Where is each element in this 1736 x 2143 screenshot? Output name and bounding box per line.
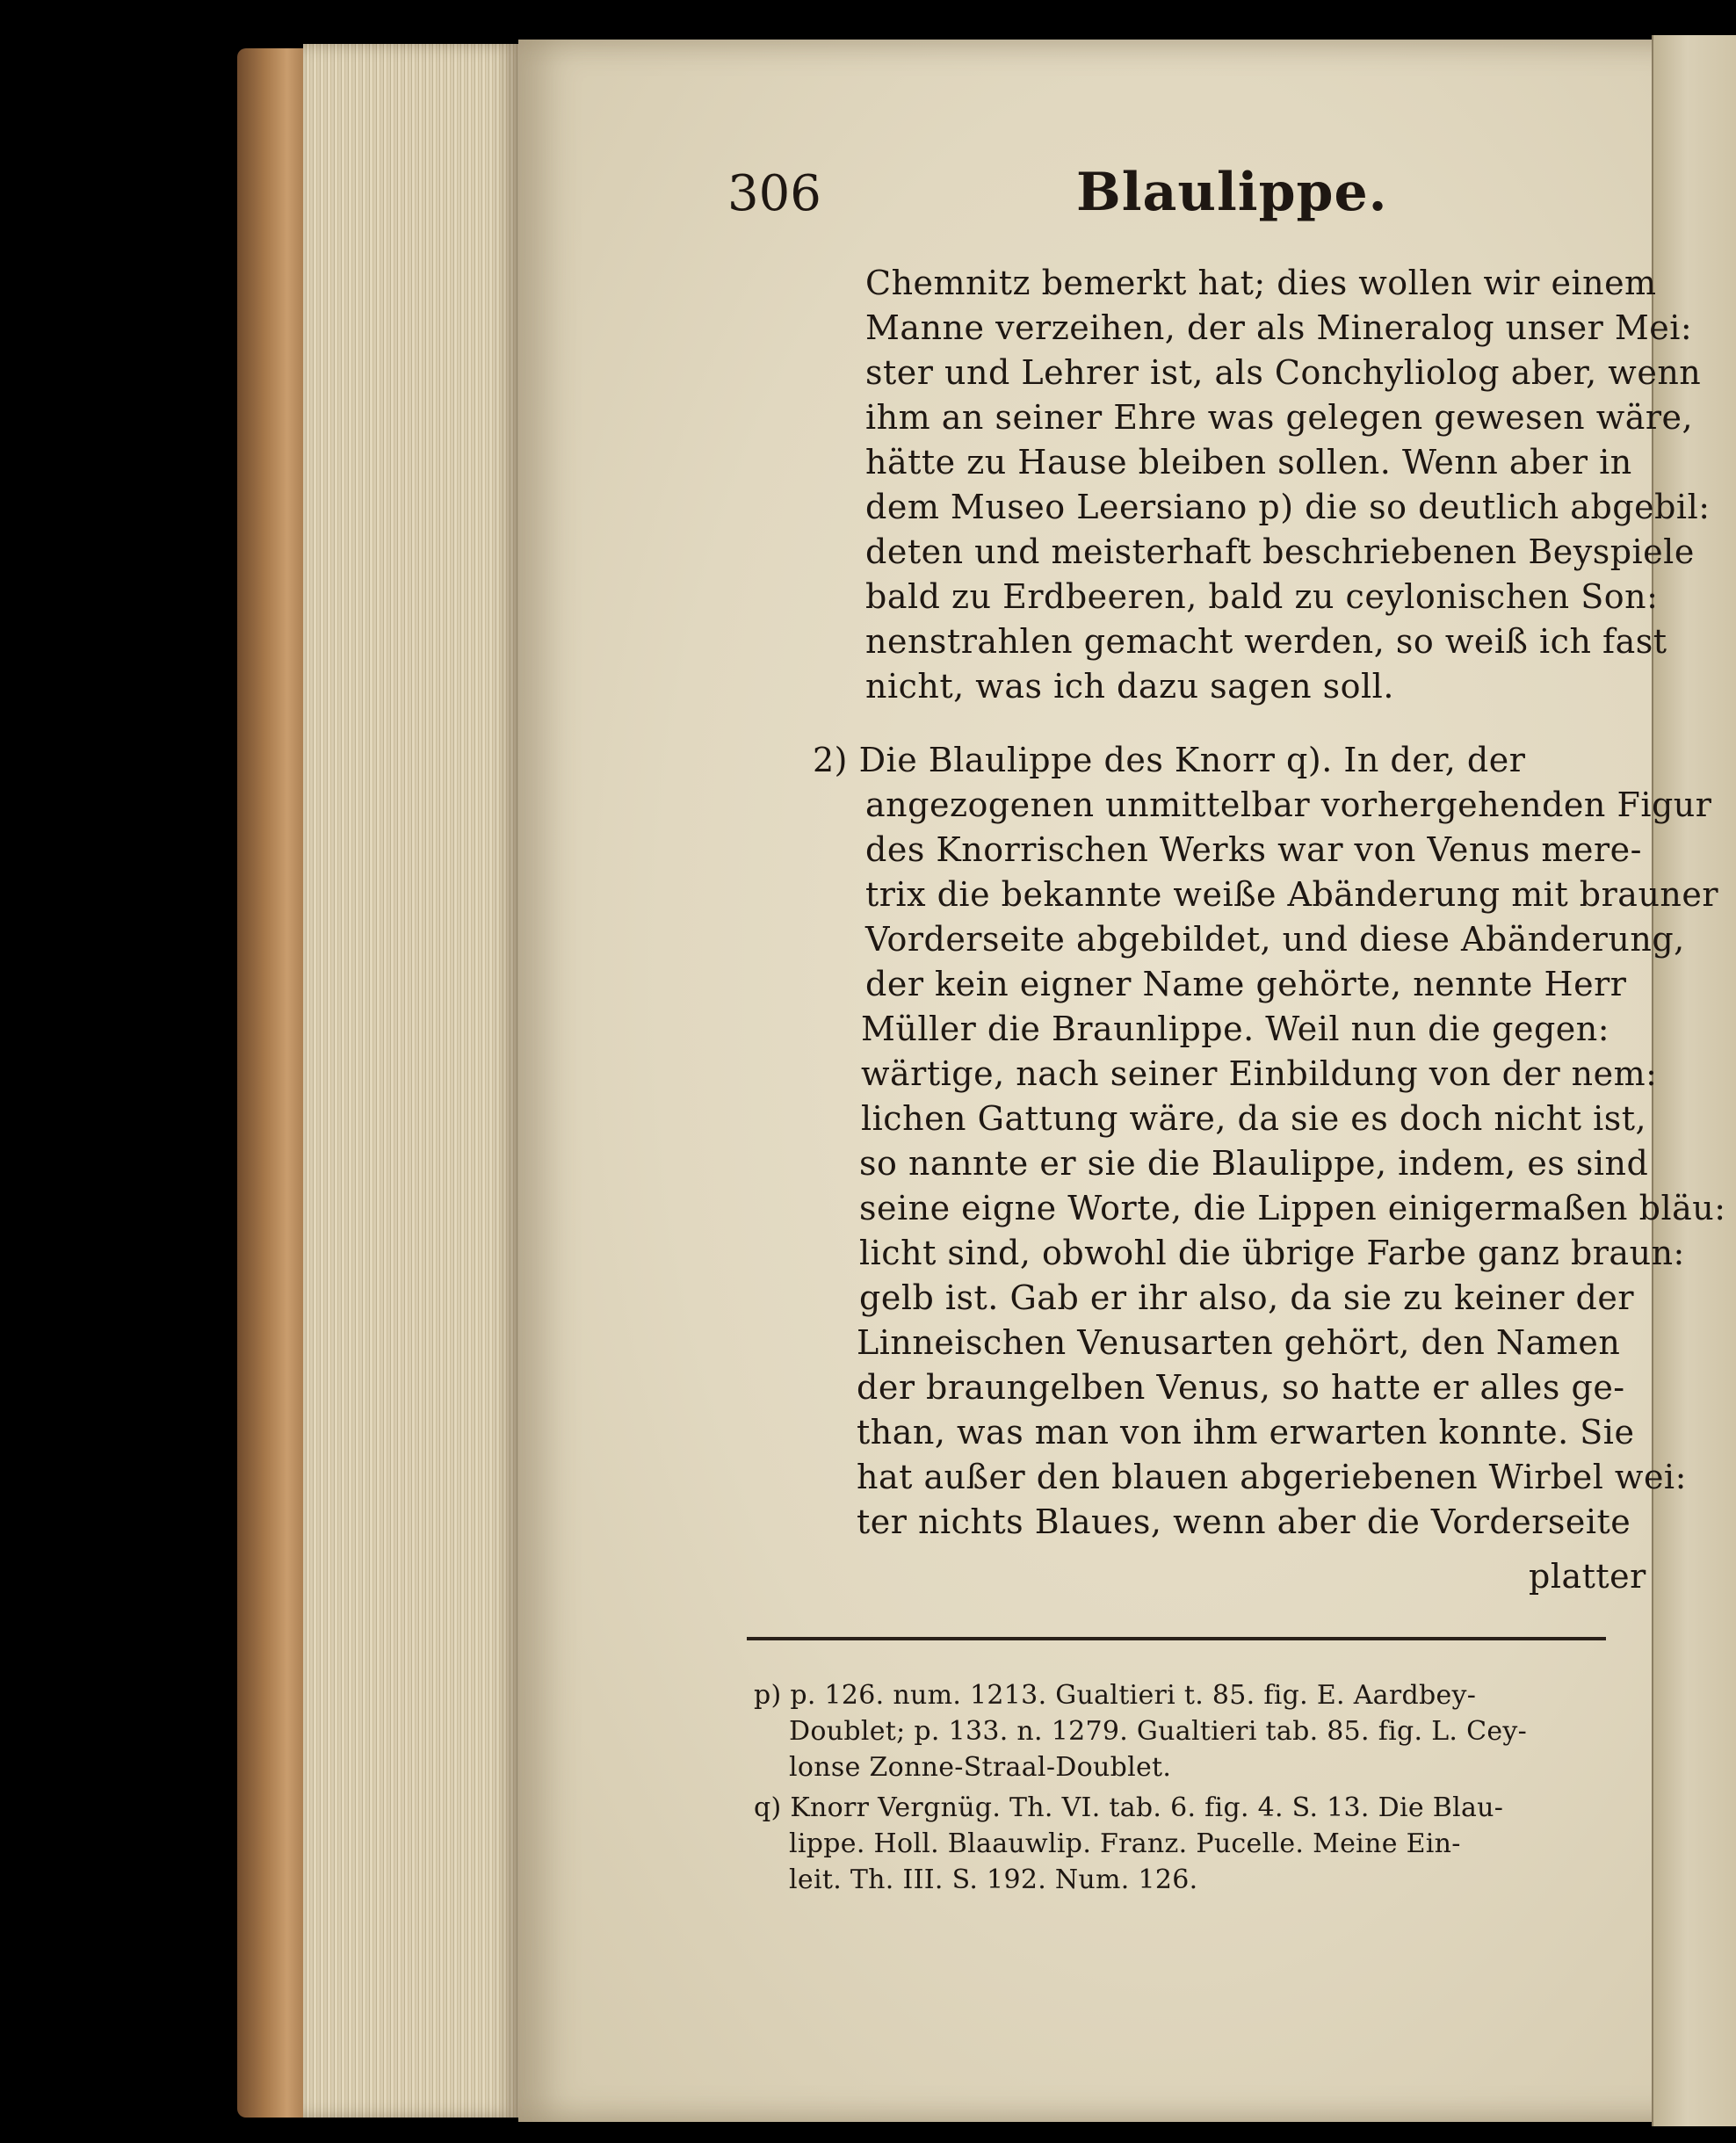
item-line: Müller die Braunlippe. Weil nun die gegen: (861, 1010, 1610, 1048)
paragraph-line: nicht, was ich dazu sagen soll. (865, 667, 1394, 706)
page-number: 306 (727, 165, 821, 222)
paragraph-line: Manne verzeihen, der als Mineralog unser Mei: (865, 308, 1693, 347)
item-line: angezogenen unmittelbar vorhergehenden Figur (865, 786, 1712, 824)
page-block-edge (303, 44, 518, 2118)
catchword: platter (1529, 1557, 1646, 1596)
item-line: 2) Die Blaulippe des Knorr q). In der, der (813, 741, 1526, 779)
item-line: der kein eigner Name gehörte, nennte Herr (865, 965, 1627, 1003)
footnote-line: q) Knorr Vergnüg. Th. VI. tab. 6. fig. 4. S. 13. Die Blau- (754, 1792, 1504, 1823)
footnote-rule (747, 1637, 1606, 1640)
paragraph-line: ster und Lehrer ist, als Conchyliolog aber, wenn (865, 353, 1702, 392)
footnote-line: lonse Zonne-Straal-Doublet. (789, 1752, 1172, 1783)
item-line: wärtige, nach seiner Einbildung von der nem: (861, 1054, 1658, 1093)
item-line: ter nichts Blaues, wenn aber die Vorderseite (857, 1502, 1631, 1541)
paragraph-line: hätte zu Hause bleiben sollen. Wenn aber in (865, 443, 1632, 481)
footnote-line: Doublet; p. 133. n. 1279. Gualtieri tab. 85. fig. L. Cey- (789, 1716, 1528, 1747)
item-line: des Knorrischen Werks war von Venus mere- (865, 830, 1642, 869)
item-line: hat außer den blauen abgeriebenen Wirbel wei: (857, 1458, 1687, 1496)
paragraph-line: nenstrahlen gemacht werden, so weiß ich fast (865, 622, 1667, 661)
paragraph-line: dem Museo Leersiano p) die so deutlich abgebil: (865, 488, 1711, 526)
item-line: der braungelben Venus, so hatte er alles ge- (857, 1368, 1625, 1407)
item-line: gelb ist. Gab er ihr also, da sie zu keiner der (859, 1278, 1635, 1317)
item-line: than, was man von ihm erwarten konnte. Sie (857, 1413, 1635, 1452)
paragraph-line: deten und meisterhaft beschriebenen Beyspiele (865, 532, 1695, 571)
paragraph-line: Chemnitz bemerkt hat; dies wollen wir einem (865, 264, 1657, 302)
item-line: seine eigne Worte, die Lippen einigermaßen bläu: (859, 1189, 1726, 1227)
item-line: trix die bekannte weiße Abänderung mit brauner (865, 875, 1719, 914)
paragraph-line: bald zu Erdbeeren, bald zu ceylonischen Son: (865, 577, 1659, 616)
item-line: licht sind, obwohl die übrige Farbe ganz braun: (859, 1234, 1685, 1272)
item-line: so nannte er sie die Blaulippe, indem, es sind (859, 1144, 1649, 1183)
footnote-line: leit. Th. III. S. 192. Num. 126. (789, 1864, 1198, 1895)
footnote-line: lippe. Holl. Blaauwlip. Franz. Pucelle. Meine Ein- (789, 1828, 1461, 1859)
item-line: Linneischen Venusarten gehört, den Namen (857, 1323, 1621, 1362)
footnote-line: p) p. 126. num. 1213. Gualtieri t. 85. fig. E. Aardbey- (754, 1680, 1477, 1711)
item-line: Vorderseite abgebildet, und diese Abänderung, (865, 920, 1685, 959)
paragraph-line: ihm an seiner Ehre was gelegen gewesen wäre, (865, 398, 1694, 437)
item-line: lichen Gattung wäre, da sie es doch nicht ist, (861, 1099, 1647, 1138)
facing-page-edge (1652, 35, 1736, 2126)
running-head: Blaulippe. (1076, 162, 1388, 223)
